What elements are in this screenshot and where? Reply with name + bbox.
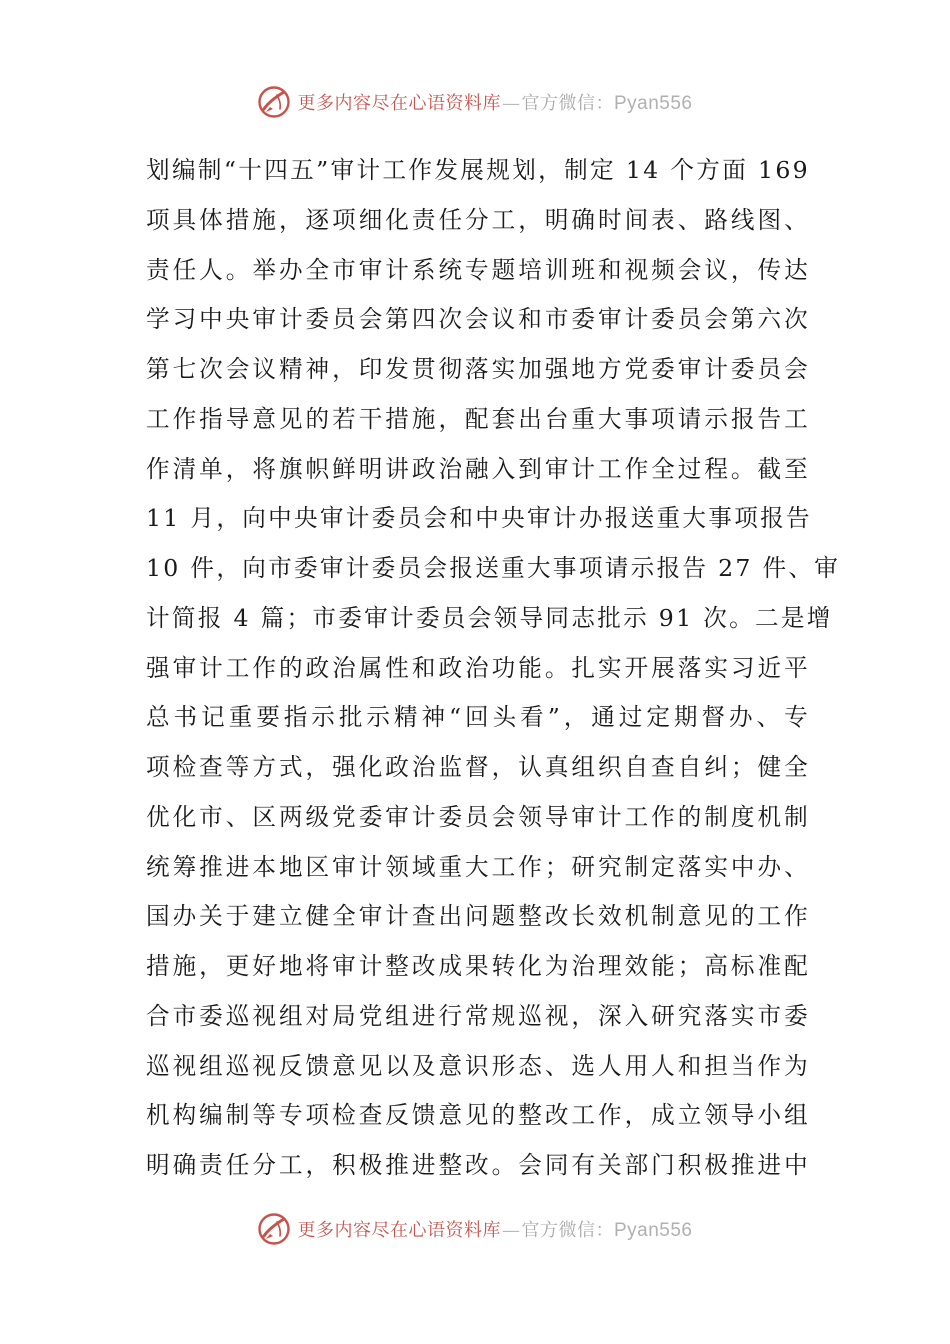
banner-dash: — xyxy=(501,93,521,114)
body-line: 10 件，向市委审计委员会报送重大事项请示报告 27 件、审 xyxy=(146,554,841,582)
body-line: 责任人。举办全市审计系统专题培训班和视频会议，传达 xyxy=(146,255,810,284)
body-line: 工作指导意见的若干措施，配套出台重大事项请示报告工 xyxy=(146,404,810,433)
banner-wechat-id: Pyan556 xyxy=(613,1220,693,1241)
body-line: 合市委巡视组对局党组进行常规巡视，深入研究落实市委 xyxy=(146,1001,810,1030)
banner-official-label: 官方微信： xyxy=(521,1220,614,1241)
banner-dash: — xyxy=(501,1220,521,1241)
body-line: 计简报 4 篇；市委审计委员会领导同志批示 91 次。二是增 xyxy=(146,603,833,632)
pen-circle-logo-icon xyxy=(257,85,291,119)
banner-text xyxy=(297,1216,692,1242)
body-line: 项具体措施，逐项细化责任分工，明确时间表、路线图、 xyxy=(146,205,810,234)
body-line: 第七次会议精神，印发贯彻落实加强地方党委审计委员会 xyxy=(146,355,810,383)
banner-main-text: 更多内容尽在心语资料库 xyxy=(297,93,501,114)
banner-wechat-id: Pyan556 xyxy=(613,93,693,114)
document-body xyxy=(146,146,841,1191)
body-line: 强审计工作的政治属性和政治功能。扎实开展落实习近平 xyxy=(146,653,810,682)
body-line: 划编制“十四五”审计工作发展规划，制定 14 个方面 169 xyxy=(146,156,810,184)
pen-circle-logo-icon xyxy=(257,1212,291,1246)
header-watermark-banner xyxy=(0,82,950,122)
body-line: 国办关于建立健全审计查出问题整改长效机制意见的工作 xyxy=(146,902,810,931)
body-line: 巡视组巡视反馈意见以及意识形态、选人用人和担当作为 xyxy=(146,1051,810,1080)
body-line: 作清单，将旗帜鲜明讲政治融入到审计工作全过程。截至 xyxy=(146,454,810,483)
banner-text xyxy=(297,89,692,115)
banner-official-label: 官方微信： xyxy=(521,93,614,114)
body-line: 明确责任分工，积极推进整改。会同有关部门积极推进中 xyxy=(146,1151,810,1179)
body-line: 项检查等方式，强化政治监督，认真组织自查自纠；健全 xyxy=(146,753,810,781)
body-line: 11 月，向中央审计委员会和中央审计办报送重大事项报告 xyxy=(146,504,812,533)
body-line: 统筹推进本地区审计领域重大工作；研究制定落实中办、 xyxy=(146,852,810,881)
banner-main-text: 更多内容尽在心语资料库 xyxy=(297,1220,501,1241)
footer-watermark-banner xyxy=(0,1209,950,1249)
body-line: 措施，更好地将审计整改成果转化为治理效能；高标准配 xyxy=(146,952,810,980)
body-line: 机构编制等专项检查反馈意见的整改工作，成立领导小组 xyxy=(146,1101,810,1130)
body-line: 优化市、区两级党委审计委员会领导审计工作的制度机制 xyxy=(146,802,810,831)
body-line: 总书记重要指示批示精神“回头看”，通过定期督办、专 xyxy=(146,703,810,732)
body-line: 学习中央审计委员会第四次会议和市委审计委员会第六次 xyxy=(146,305,810,334)
